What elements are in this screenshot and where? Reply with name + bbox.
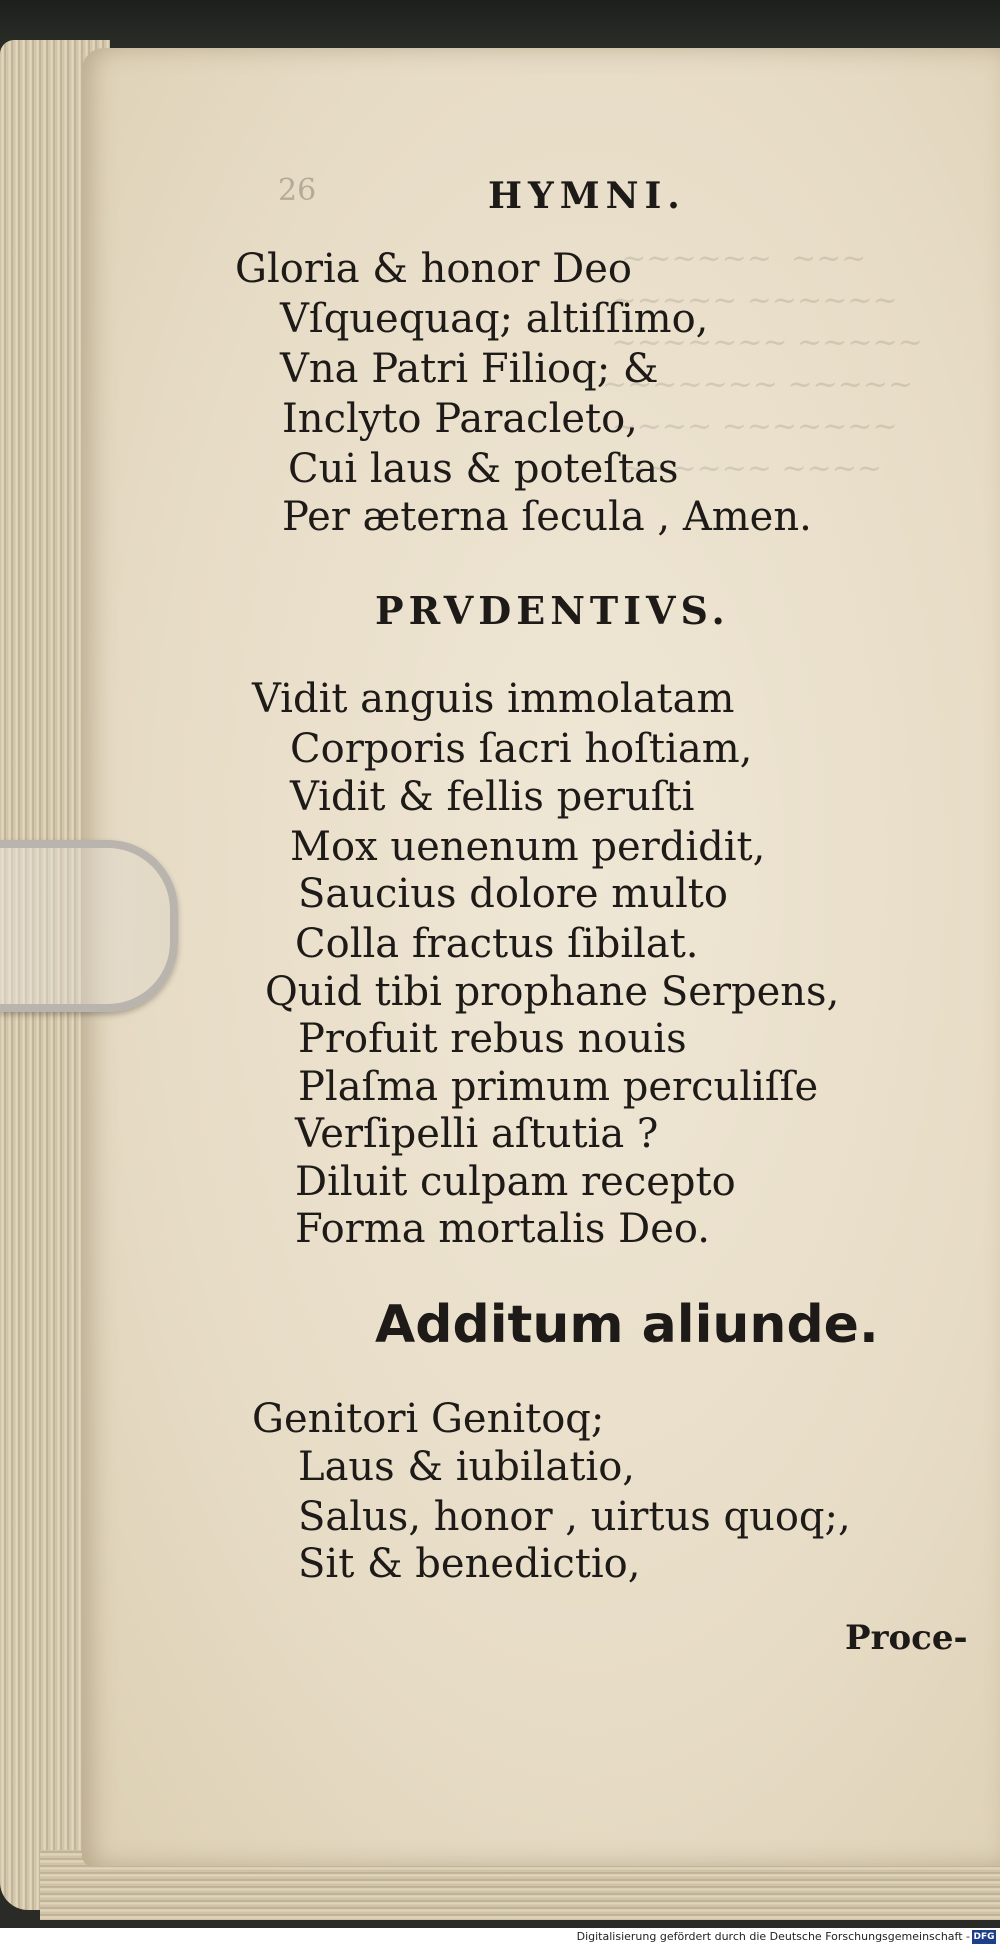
footer-credit: Digitalisierung gefördert durch die Deutsche Forschungsgemeinschaft - <box>576 1930 970 1943</box>
verse-line: Quid tibi prophane Serpens, <box>265 969 840 1015</box>
verse-line: Diluit culpam recepto <box>295 1159 736 1205</box>
catchword: Proce- <box>845 1618 968 1658</box>
addendum-title: Additum aliunde. <box>375 1295 879 1355</box>
verse-line: Colla fractus ſibilat. <box>295 921 699 967</box>
section-title: PRVDENTIVS. <box>375 588 730 633</box>
verse-line: Forma mortalis Deo. <box>295 1206 710 1252</box>
verse-line: Vna Patri Filioq; & <box>280 346 659 392</box>
verse-line: Cui laus & poteſtas <box>288 446 679 492</box>
verse-line: Vidit & fellis peruſti <box>290 774 695 820</box>
page-number: 26 <box>278 173 317 208</box>
verse-line: Laus & iubilatio, <box>298 1444 635 1490</box>
verse-line: Vſquequaq; altiſſimo, <box>280 296 709 342</box>
verse-line: Inclyto Paracleto, <box>282 396 638 442</box>
running-head: HYMNI. <box>488 175 686 217</box>
verse-line: Per æterna ſecula , Amen. <box>282 494 812 540</box>
verse-line: Plaſma primum perculiſſe <box>298 1064 819 1110</box>
verse-line: Salus, honor , uirtus quoq;, <box>298 1494 851 1540</box>
page-clip <box>0 840 178 1012</box>
verse-line: Verſipelli aſtutia ? <box>295 1111 659 1157</box>
footer-bar <box>0 1928 1000 1947</box>
verse-line: Corporis ſacri hoſtiam, <box>290 726 753 772</box>
verse-line: Mox uenenum perdidit, <box>290 824 766 870</box>
verse-line: Genitori Genitoq; <box>252 1396 605 1442</box>
bleed-through-texture: ~~~~~~ ~~~ ~~~~~ ~~~~~~ ~~~~~~~ ~~~~~ ~~~~~~~ ~~~~~ ~~~~ ~~~~~~~ ~~~~~~ ~~~~ <box>602 241 923 486</box>
verse-line: Gloria & honor Deo <box>235 246 632 292</box>
verse-line: Profuit rebus nouis <box>298 1016 687 1062</box>
verse-line: Sit & benedictio, <box>298 1541 641 1587</box>
dfg-logo: DFG <box>973 1932 995 1942</box>
verse-line: Vidit anguis immolatam <box>252 676 735 722</box>
verse-line: Saucius dolore multo <box>298 871 728 917</box>
